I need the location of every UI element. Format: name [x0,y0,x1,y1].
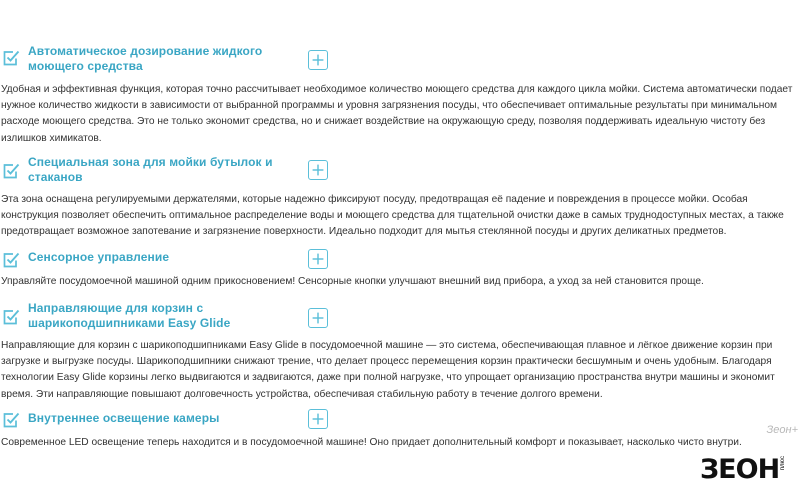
feature-title[interactable]: Направляющие для корзин с шарикоподшипниками Easy Glide [28,301,231,330]
checkbox-check-icon [2,411,20,429]
plus-icon [309,51,327,69]
feature-description: Направляющие для корзин с шарикоподшипниками Easy Glide в посудомоечной машине — это система, обеспечивающая плавное и лёгкое движение корзин при загрузке и выгрузке посуды. Шарикоподшипники снижают трение, что делает процесс перемещения корзин практически бесшумным и очень удобным. Благодаря технологии Easy Glide корзины легко выдвигаются и задвигаются, даже при полной нагрузке, что упрощает организацию пространства внутри машины и экономит время. Эти направляющие повышают долговечность устройства, обеспечивая стабильную работу в течение долгого времени. [1,340,775,400]
plus-icon [309,309,327,327]
logo-text: ЗЕОН [700,454,780,485]
expand-button[interactable] [308,249,328,269]
feature-description: Эта зона оснащена регулируемыми держателями, которые надежно фиксируют посуду, предотвращая её падение и повреждения в процессе мойки. Особая конструкция позволяет обеспечить оптимальное распределение воды и моющего средства для тщательной очистки даже в самых труднодоступных местах, а также предотвращает возможное запотевание и загрязнение поверхности. Идеально подходит для мытья стеклянной посуды и других деликатных предметов. [1,194,784,238]
checkbox-check-icon [2,49,20,67]
feature-description: Управляйте посудомоечной машиной одним прикосновением! Сенсорные кнопки улучшают внешний вид прибора, а уход за ней становится проще. [1,276,704,287]
feature-description: Современное LED освещение теперь находится и в посудомоечной машине! Оно придает дополнительный комфорт и показывает, насколько чисто внутри. [1,437,742,448]
plus-icon [309,410,327,428]
plus-icon [309,250,327,268]
expand-button[interactable] [308,409,328,429]
expand-button[interactable] [308,308,328,328]
checkbox-check-icon [2,308,20,326]
feature-title[interactable]: Сенсорное управление [28,250,170,264]
expand-button[interactable] [308,50,328,70]
checkbox-check-icon [2,251,20,269]
expand-button[interactable] [308,160,328,180]
feature-title[interactable]: Автоматическое дозирование жидкого моющего средства [28,44,263,73]
checkbox-check-icon [2,162,20,180]
plus-icon [309,161,327,179]
feature-description: Удобная и эффективная функция, которая точно рассчитывает необходимое количество моющего средства для каждого цикла мойки. Система автоматически подает нужное количество жидкости в зависимости от выбранной программы и уровня загрязнения посуды, что обеспечивает оптимальные результаты при минимальном расходе моющего средства. Это не только экономит средства, но и снижает воздействие на окружающую среду, позволяя поддерживать идеальную чистоту без излишков химикатов. [1,84,793,144]
feature-title[interactable]: Специальная зона для мойки бутылок и стаканов [28,155,273,184]
watermark: Зеон+ [766,424,798,436]
logo [700,454,790,486]
logo-subtext: плюс [780,456,786,471]
feature-title[interactable]: Внутреннее освещение камеры [28,411,220,425]
